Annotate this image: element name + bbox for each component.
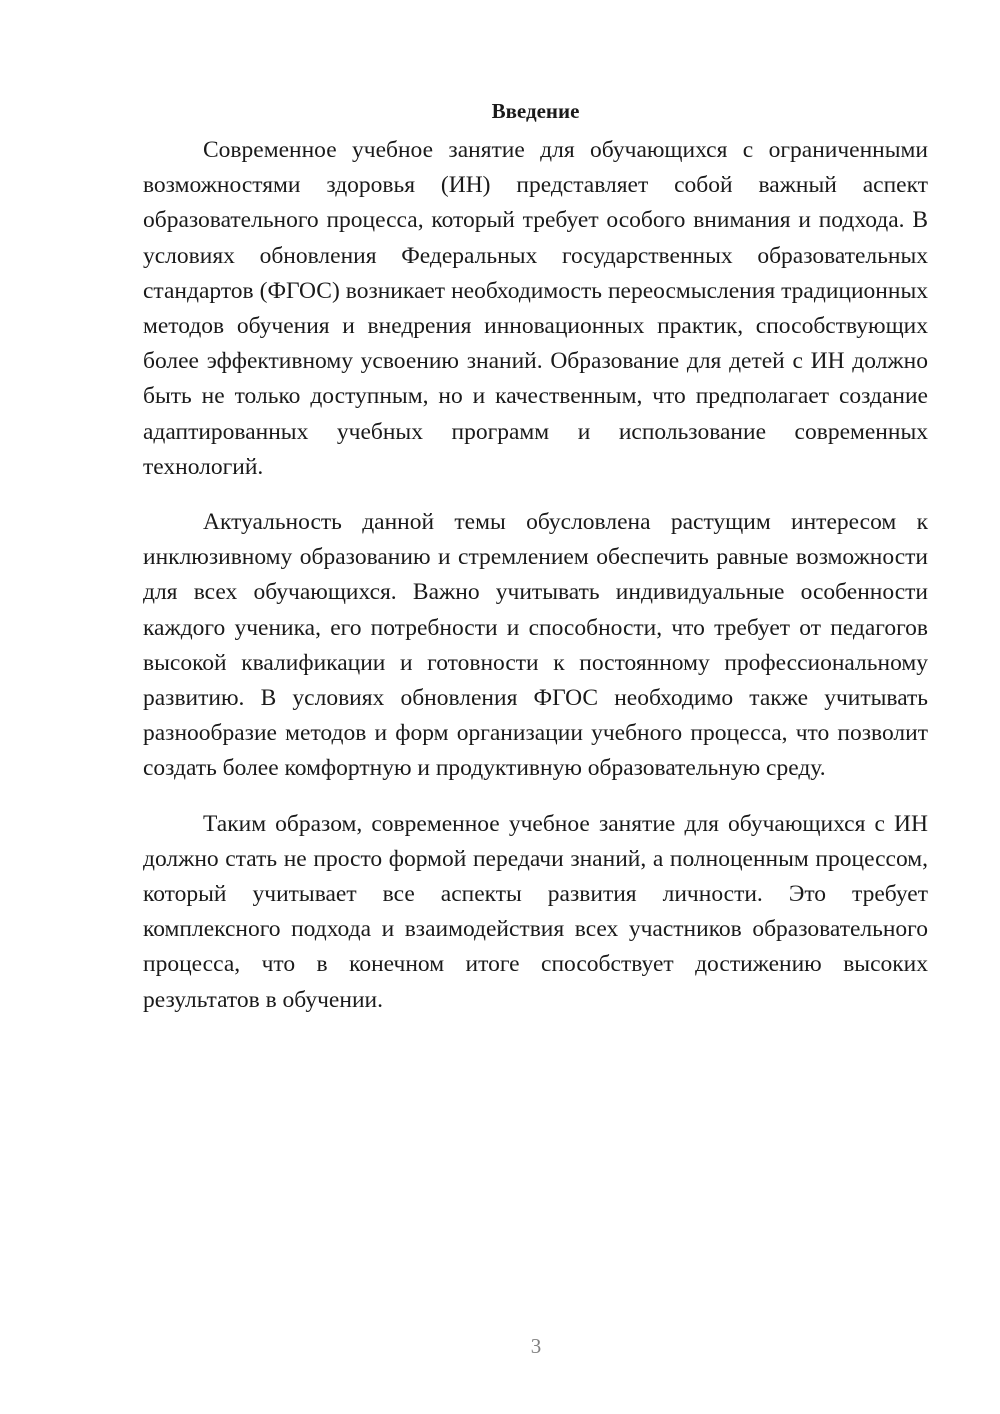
section-title: Введение bbox=[491, 99, 580, 123]
page-content bbox=[143, 94, 928, 1018]
page-number: 3 bbox=[530, 1334, 542, 1358]
paragraph-conclusion: Таким образом, современное учебное занятие для обучающихся с ИН должно стать не просто формой передачи знаний, а полноценным процессом, который учитывает все аспекты развития личности. Это требует комплексного подхода и взаимодействия всех участников образовательного процесса, что в конечном итоге способствует достижению высоких результатов в обучении. bbox=[143, 810, 928, 1013]
paragraph-introduction: Современное учебное занятие для обучающихся с ограниченными возможностями здоровья (ИН) представляет собой важный аспект образовательного процесса, который требует особого внимания и подхода. В условиях обновления Федеральных государственных образовательных стандартов (ФГОС) возникает необходимость переосмысления традиционных методов обучения и внедрения инновационных практик, способствующих более эффективному усвоению знаний. Образование для детей с ИН должно быть не только доступным, но и качественным, что предполагает создание адаптированных учебных программ и использование современных технологий. bbox=[143, 137, 928, 480]
paragraph-relevance: Актуальность данной темы обусловлена растущим интересом к инклюзивному образованию и стремлением обеспечить равные возможности для всех обучающихся. Важно учитывать индивидуальные особенности каждого ученика, его потребности и способности, что требует от педагогов высокой квалификации и готовности к постоянному профессиональному развитию. В условиях обновления ФГОС необходимо также учитывать разнообразие методов и форм организации учебного процесса, что позволит создать более комфортную и продуктивную образовательную среду. bbox=[143, 509, 928, 782]
